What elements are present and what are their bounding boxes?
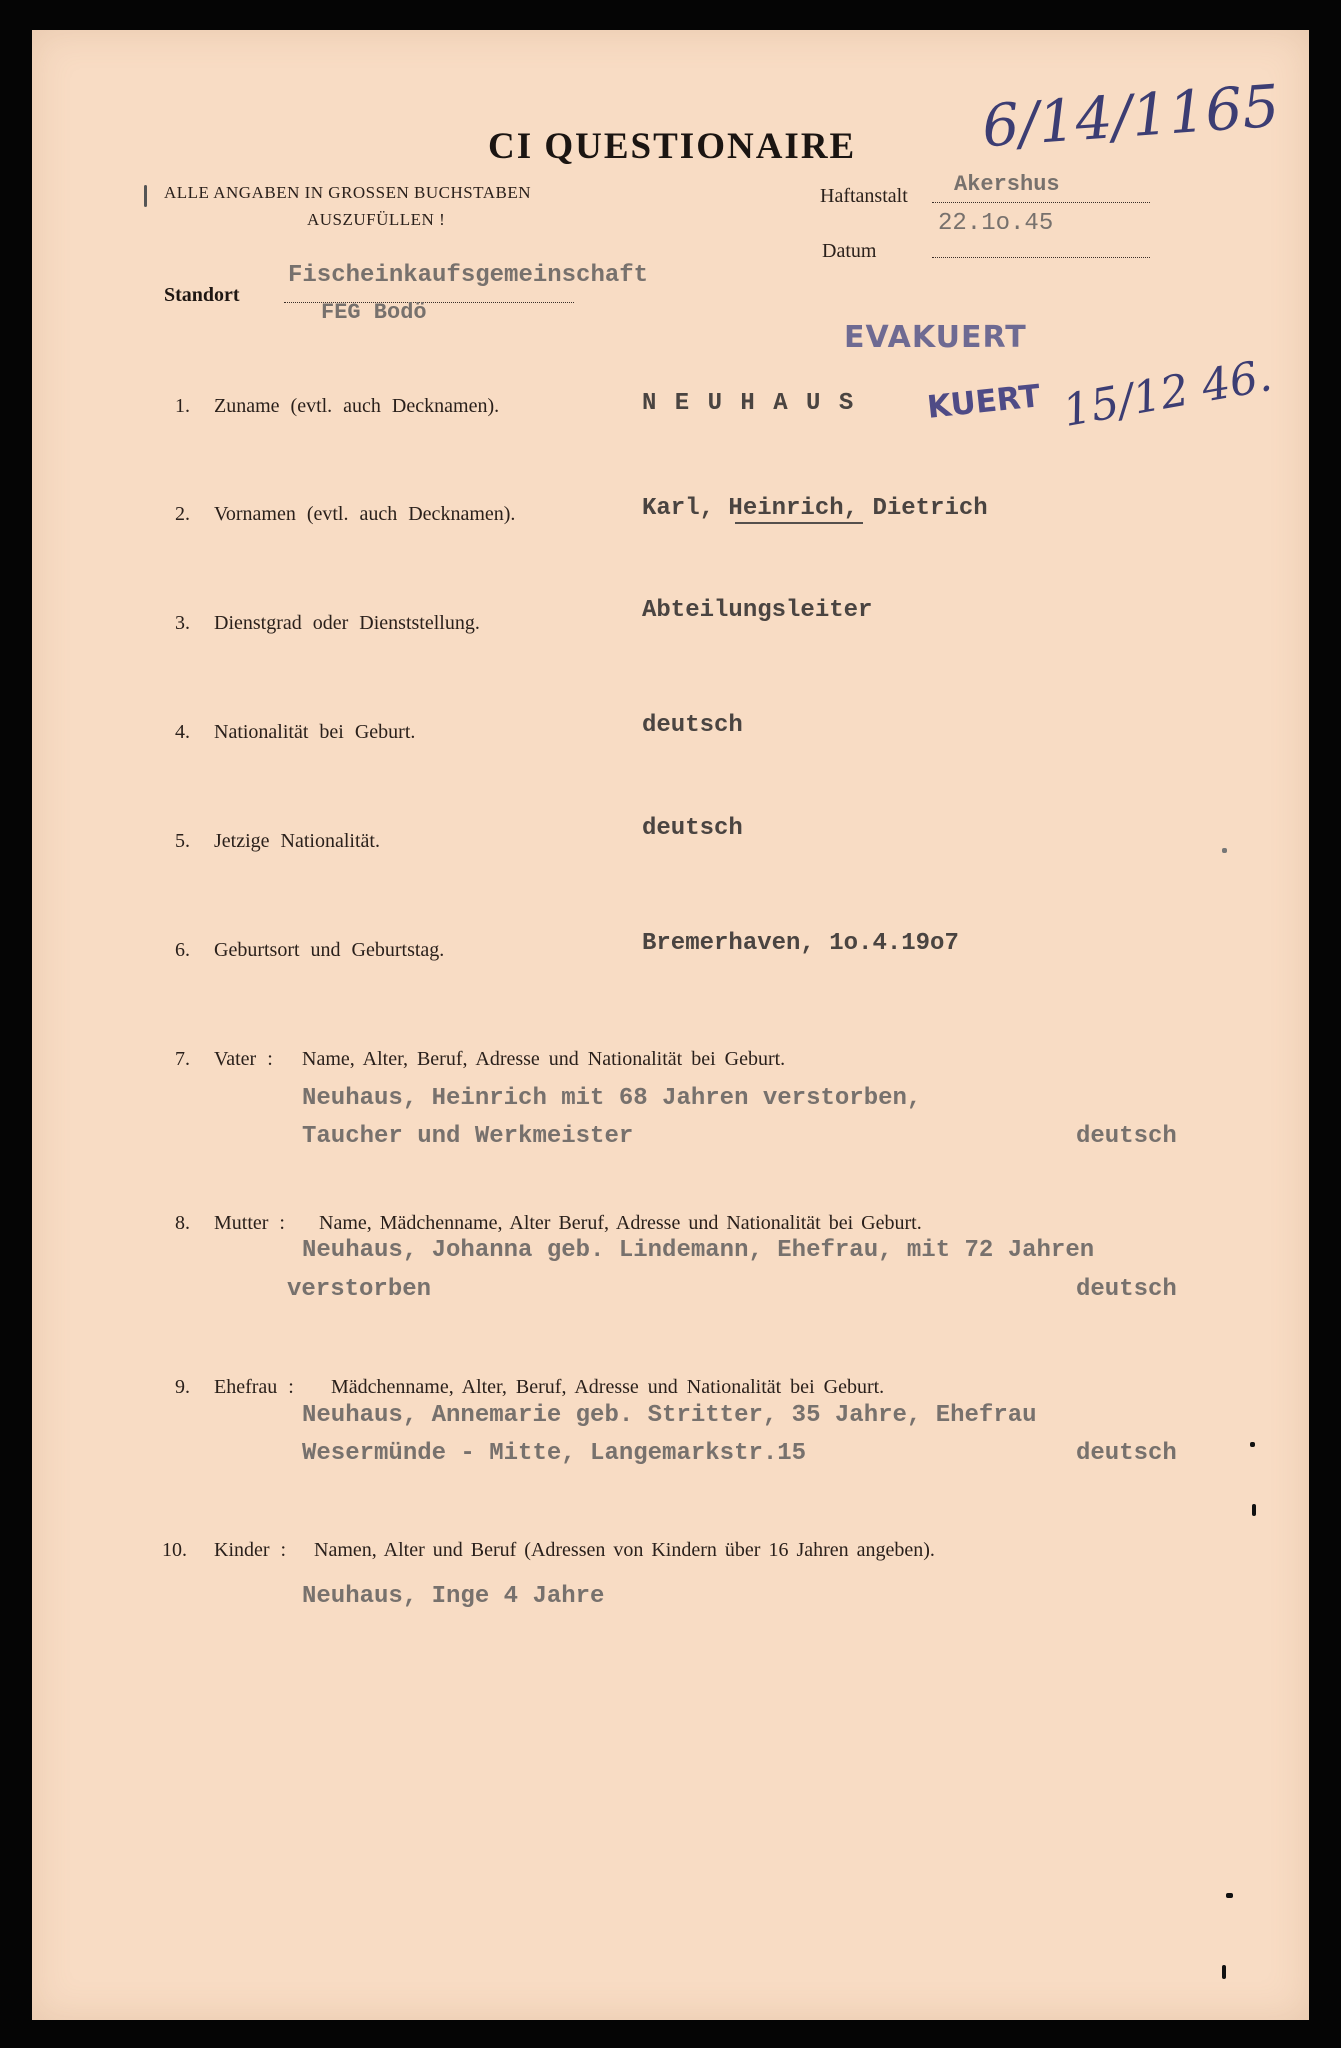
instruction-line-1: ALLE ANGABEN IN GROSSEN BUCHSTABEN: [164, 183, 531, 202]
paper-speck: [1222, 1965, 1226, 1979]
question-6-number: 6.: [175, 939, 190, 961]
question-4-label: Nationalität bei Geburt.: [214, 721, 416, 743]
question-2-label: Vornamen (evtl. auch Decknamen).: [214, 503, 516, 525]
question-7-answer-line-1: Neuhaus, Heinrich mit 68 Jahren verstorben,: [302, 1085, 922, 1112]
evakuert-stamp-top: EVAKUERT: [844, 320, 1027, 355]
question-9-answer-line-2: Wesermünde - Mitte, Langemarkstr.15: [302, 1440, 807, 1467]
question-7-number: 7.: [175, 1048, 190, 1070]
question-10-prompt: Namen, Alter und Beruf (Adressen von Kindern über 16 Jahren angeben).: [314, 1539, 935, 1561]
question-7-label: Vater :: [214, 1048, 273, 1070]
standort-value-line-1: Fischeinkaufsgemeinschaft: [288, 262, 649, 289]
question-3-answer: Abteilungsleiter: [642, 597, 873, 624]
question-1-answer: N E U H A U S: [642, 390, 856, 417]
question-1-label: Zuname (evtl. auch Decknamen).: [214, 395, 500, 417]
paper-speck: [1222, 848, 1227, 853]
datum-value: 22.1o.45: [938, 210, 1054, 237]
paper-speck: [1226, 1893, 1233, 1898]
paper-speck: [1250, 1442, 1255, 1447]
question-9-prompt: Mädchenname, Alter, Beruf, Adresse und Nationalität bei Geburt.: [331, 1376, 885, 1398]
question-8-nationality: deutsch: [1076, 1276, 1177, 1303]
question-8-number: 8.: [175, 1212, 190, 1234]
question-7-nationality: deutsch: [1076, 1123, 1177, 1150]
haftanstalt-label: Haftanstalt: [820, 185, 908, 207]
datum-line: [932, 257, 1150, 258]
form-title: CI QUESTIONAIRE: [488, 126, 857, 167]
instruction-line-2: AUSZUFÜLLEN !: [307, 210, 446, 229]
question-6-answer: Bremerhaven, 1o.4.19o7: [642, 930, 959, 957]
question-3-label: Dienstgrad oder Dienststellung.: [214, 612, 480, 634]
question-8-answer-line-2: verstorben: [287, 1276, 432, 1303]
question-9-answer-line-1: Neuhaus, Annemarie geb. Stritter, 35 Jahre, Ehefrau: [302, 1402, 1037, 1429]
heinrich-underline: [735, 522, 863, 524]
question-10-label: Kinder :: [214, 1539, 287, 1561]
question-5-number: 5.: [175, 830, 190, 852]
question-8-prompt: Name, Mädchenname, Alter Beruf, Adresse und Nationalität bei Geburt.: [319, 1212, 922, 1234]
question-7-answer-line-2: Taucher und Werkmeister: [302, 1123, 634, 1150]
question-5-answer: deutsch: [642, 815, 743, 842]
question-8-label: Mutter :: [214, 1212, 285, 1234]
margin-mark: [144, 185, 147, 207]
question-8-answer-line-1: Neuhaus, Johanna geb. Lindemann, Ehefrau, mit 72 Jahren: [302, 1237, 1095, 1264]
haftanstalt-line: [932, 202, 1150, 203]
question-5-label: Jetzige Nationalität.: [214, 830, 380, 852]
question-4-number: 4.: [175, 721, 190, 743]
question-10-answer: Neuhaus, Inge 4 Jahre: [302, 1583, 605, 1610]
handwritten-file-number: 6/14/1165: [979, 71, 1282, 161]
question-7-prompt: Name, Alter, Beruf, Adresse und Nationalität bei Geburt.: [302, 1048, 786, 1070]
question-2-number: 2.: [175, 503, 190, 525]
question-1-number: 1.: [175, 395, 190, 417]
standort-value-line-2: FEG Bodö: [321, 300, 427, 325]
form-sheet: [32, 30, 1309, 2020]
paper-speck: [1252, 1504, 1256, 1516]
question-6-label: Geburtsort und Geburtstag.: [214, 939, 445, 961]
evakuert-stamp-inline: KUERT: [925, 378, 1043, 426]
standort-label: Standort: [164, 284, 240, 306]
handwritten-stamp-date: 15/12 46.: [1059, 350, 1276, 437]
question-9-nationality: deutsch: [1076, 1440, 1177, 1467]
question-10-number: 10.: [162, 1539, 187, 1561]
question-9-number: 9.: [175, 1376, 190, 1398]
haftanstalt-value: Akershus: [954, 172, 1060, 197]
question-2-answer: Karl, Heinrich, Dietrich: [642, 495, 988, 522]
question-3-number: 3.: [175, 612, 190, 634]
question-4-answer: deutsch: [642, 712, 743, 739]
question-9-label: Ehefrau :: [214, 1376, 294, 1398]
datum-label: Datum: [822, 240, 877, 262]
